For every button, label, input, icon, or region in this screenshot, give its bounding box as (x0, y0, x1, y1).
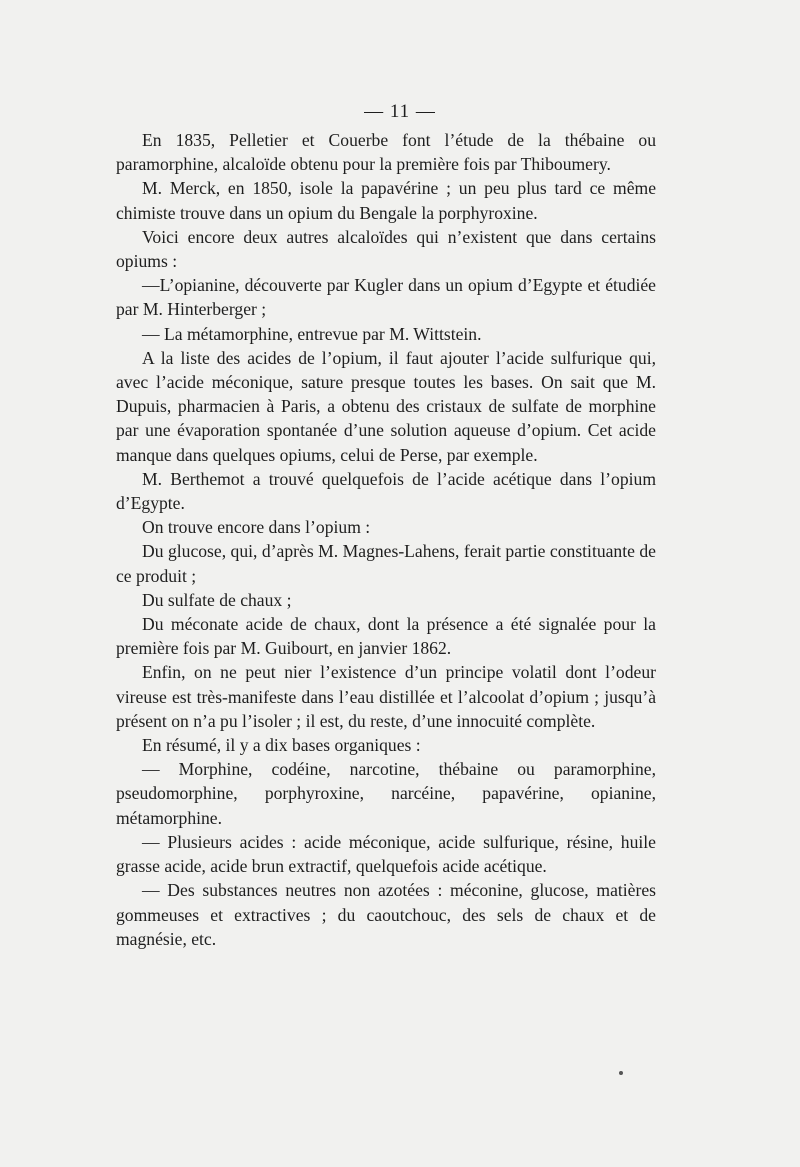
paragraph-certain-opiums: Voici encore deux autres alcaloïdes qui n’existent que dans certains opiums : (116, 226, 656, 272)
body-text (116, 128, 656, 951)
paragraph-summary: En résumé, il y a dix bases organiques : (142, 735, 421, 756)
page-number: — 11 — (364, 101, 436, 122)
paragraph-bases-list: — Morphine, codéine, narcotine, thébaine ou paramorphine, pseudomorphine, porphyroxine, narcéine, papavérine, opianine, métamorphine. (116, 759, 656, 828)
paragraph-sulfate: Du sulfate de chaux ; (142, 589, 292, 610)
paragraph-also-found: On trouve encore dans l’opium : (142, 517, 371, 538)
paragraph-volatile-principle: Enfin, on ne peut nier l’existence d’un principe volatil dont l’odeur vireuse est très-manifeste dans l’eau distillée et l’alcoolat d’opium ; jusqu’à présent on n’a pu l’isoler ; il est, du reste, d’une innocuité complète. (116, 662, 656, 731)
paragraph-acetic-acid: M. Berthemot a trouvé quelquefois de l’acide acétique dans l’opium d’Egypte. (116, 468, 656, 514)
paragraph-thebaine: En 1835, Pelletier et Couerbe font l’étude de la thébaine ou paramorphine, alcaloïde obtenu pour la première fois par Thiboumery. (116, 130, 656, 175)
paragraph-metamorphine: — La métamorphine, entrevue par M. Wittstein. (142, 323, 482, 344)
scan-speck (619, 1071, 623, 1075)
paragraph-acids-list: — Plusieurs acides : acide méconique, acide sulfurique, résine, huile grasse acide, acide brun extractif, quelquefois acide acétique. (116, 831, 656, 877)
paragraph-neutral-substances: — Des substances neutres non azotées : méconine, glucose, matières gommeuses et extractives ; du caoutchouc, des sels de chaux et de magnésie, etc. (116, 880, 656, 949)
paragraph-opianine: —L’opianine, découverte par Kugler dans un opium d’Egypte et étudiée par M. Hinterberger ; (116, 275, 656, 320)
paragraph-meconate: Du méconate acide de chaux, dont la présence a été signalée pour la première fois par M. Guibourt, en janvier 1862. (116, 614, 656, 659)
paragraph-papaverine: M. Merck, en 1850, isole la papavérine ; un peu plus tard ce même chimiste trouve dans un opium du Bengale la porphyroxine. (116, 178, 656, 223)
paragraph-acids: A la liste des acides de l’opium, il faut ajouter l’acide sulfurique qui, avec l’acide méconique, sature presque toutes les bases. On sait que M. Dupuis, pharmacien à Paris, a obtenu des cristaux de sulfate de morphine par une évaporation spontanée d’une solution aqueuse d’opium. Cet acide manque dans quelques opiums, celui de Perse, par exemple. (116, 347, 656, 465)
paragraph-glucose: Du glucose, qui, d’après M. Magnes-Lahens, ferait partie constituante de ce produit ; (116, 541, 656, 586)
